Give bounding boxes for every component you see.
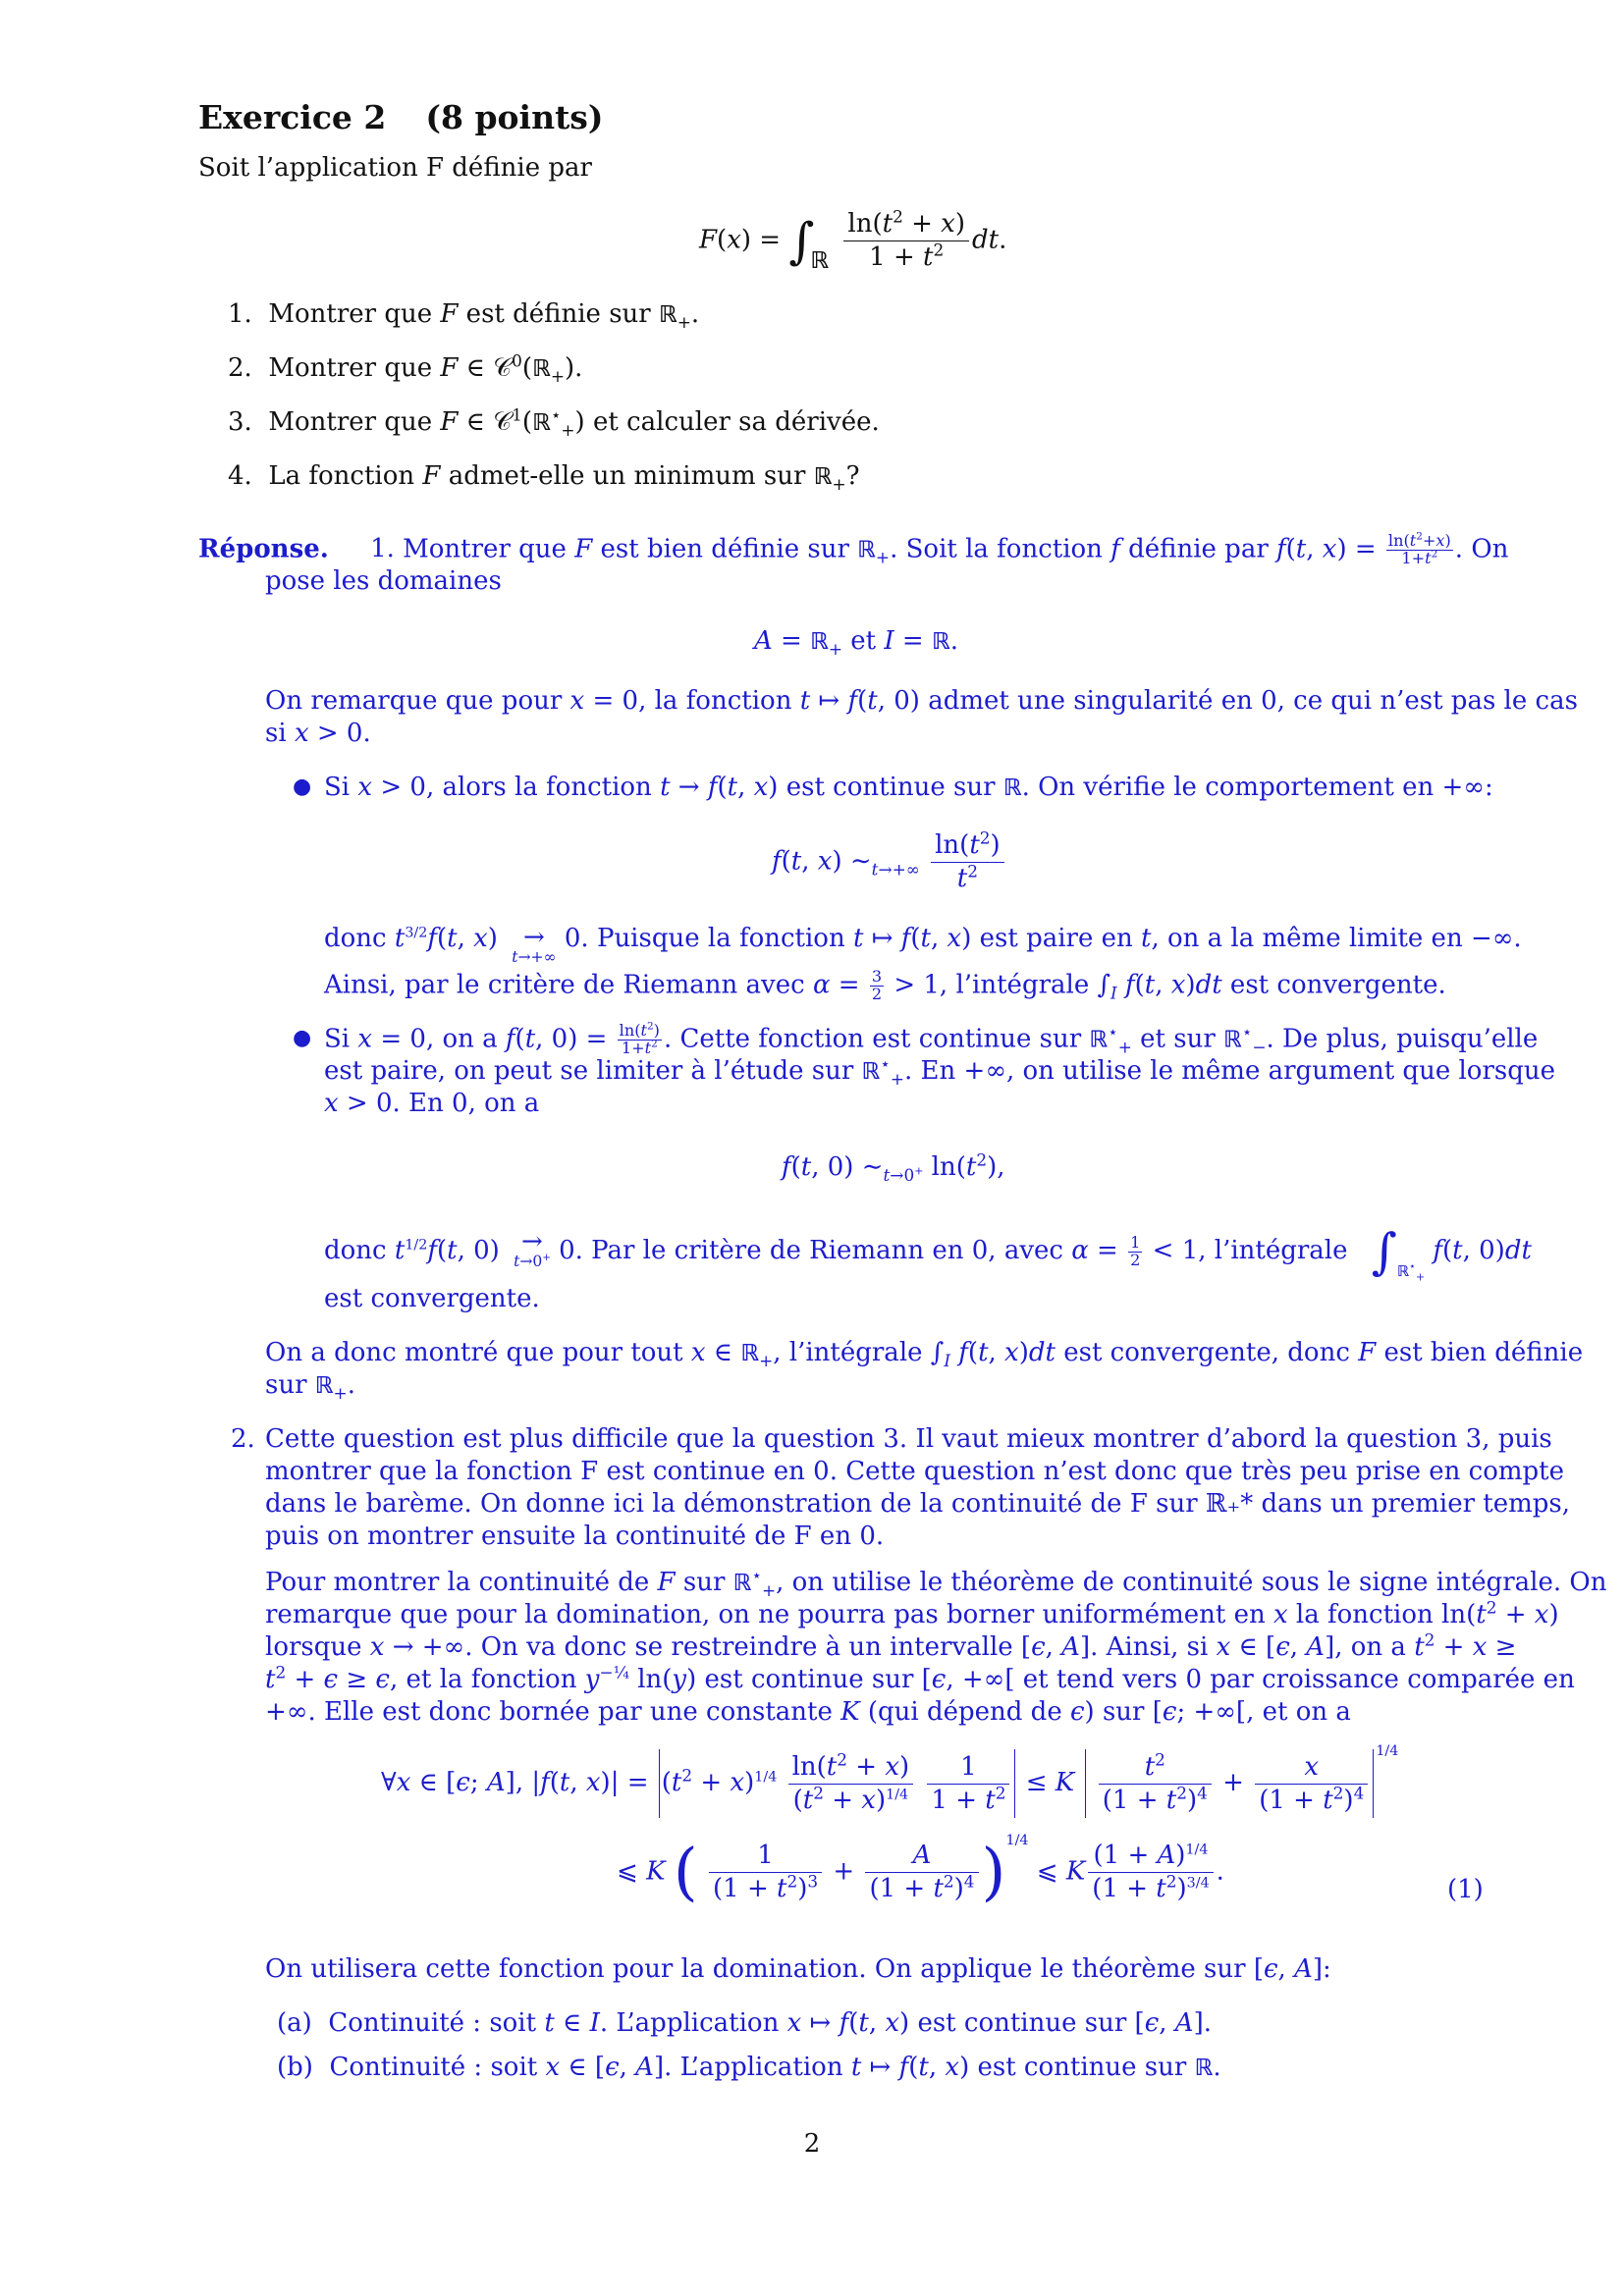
bullet-2-line-1: Si x = 0, on a f(t, 0) = $\frac{\ln(t^2)}{1+t^2}$ . Cette fonction est continue sur ℝ⋆$_+$ et sur ℝ⋆$_-$. De plus, puisqu’elle: [324, 1020, 1539, 1057]
question-1: 1. Montrer que F est définie sur ℝ$_+$.: [228, 299, 700, 333]
part2-para-2-line-5: +∞. Elle est donc bornée par une constante K (qui dépend de ϵ) sur [ϵ; +∞[, et on a: [265, 1697, 1351, 1727]
answer-line-1: Réponse. 1. Montrer que F est bien définie sur ℝ$_+$. Soit la fonction f définie par f(t, x) = $\frac{\ln(t^2+x)}{1+t^2}$ . On: [198, 530, 1509, 567]
bullet-2-line-3: x > 0. En 0, on a: [324, 1089, 540, 1118]
bullet-2-line-2: est paire, on peut se limiter à l’étude sur ℝ⋆$_+$. En +∞, on utilise le même argument que lorsque: [324, 1053, 1555, 1090]
part2-number: 2.: [231, 1424, 255, 1454]
part2-para-2-line-3: lorsque x → +∞. On va donc se restreindre à un intervalle [ϵ, A]. Ainsi, si x ∈ [ϵ, A], on a $t^2 + x$ ≥: [265, 1629, 1517, 1662]
domains-formula: A = ℝ$_+$ et I = ℝ.: [754, 626, 959, 660]
part2-para-1-line-2: montrer que la fonction F est continue en 0. Cette question n’est donc que très peu prise en compte: [265, 1457, 1564, 1486]
part2-para-2-line-1: Pour montrer la continuité de F sur ℝ⋆$_+$, on utilise le théorème de continuité sous le signe intégrale. On: [265, 1565, 1607, 1601]
domination-equation-line-2: ⩽ K ( $\frac{1}{(1 + t^2)^3}$ + $\frac{A}{(1 + t^2)^4}$ )$^{1/4}$ ⩽ K $\frac{(1 + A)^{1/4}}{(1 + t^2)^{3/4}}$ .: [617, 1832, 1224, 1909]
definition-formula: $F(x) = \int_ℝ$ $\frac{\ln(t^2 + x)}{1 + t^2}$ dt.: [699, 206, 1007, 274]
equivalent-formula-2: f(t, 0) $\sim_{t\to 0^+}$ $\ln(t^2)$,: [782, 1149, 1005, 1186]
remark-line-2: si x > 0.: [265, 719, 371, 748]
conclusion-line-2: sur ℝ$_+$.: [265, 1370, 355, 1404]
bullet-2-marker: ●: [293, 1026, 312, 1050]
part2-para-1-line-1: Cette question est plus difficile que la question 3. Il vaut mieux montrer d’abord la question 3, puis: [265, 1424, 1552, 1454]
exercise-title: [198, 98, 604, 136]
part2-para-2-line-2: remarque que pour la domination, on ne pourra pas borner uniformément en x la fonction $\ln(t^2 + x)$: [265, 1597, 1559, 1629]
answer-line-2: pose les domaines: [265, 566, 502, 596]
equation-number: (1): [1447, 1875, 1484, 1904]
remark-line-1: On remarque que pour x = 0, la fonction t ↦ f(t, 0) admet une singularité en 0, ce qui n’est pas le cas: [265, 686, 1578, 716]
exercise-title-text: Exercice 2: [198, 98, 387, 136]
bullet-1-marker: ●: [293, 774, 312, 799]
conclusion-line-1: On a donc montré que pour tout x ∈ ℝ$_+$, l’intégrale $\int_I$ f(t, x)dt est convergente, donc F est bien définie: [265, 1338, 1584, 1371]
bullet-1-line-1: Si x > 0, alors la fonction t → f(t, x) est continue sur ℝ. On vérifie le comportement en +∞:: [324, 773, 1493, 802]
part2-after-equation: On utilisera cette fonction pour la domination. On applique le théorème sur [ϵ, A]:: [265, 1954, 1331, 1984]
question-4: 4. La fonction F admet-elle un minimum sur ℝ$_+$?: [228, 461, 860, 495]
question-2: 2. Montrer que F ∈ 𝒞$^0$(ℝ$_+$).: [228, 350, 583, 387]
bullet-2-line-5: est convergente.: [324, 1284, 540, 1313]
exercise-intro: Soit l’application F définie par: [198, 153, 592, 183]
bullet-1-line-2: donc $t^{3/2}f(t$, x) → t→+∞ 0. Puisque la fonction t ↦ f(t, x) est paire en t, on a la même limite en −∞.: [324, 923, 1522, 966]
part2-para-1-line-4: puis on montrer ensuite la continuité de F en 0.: [265, 1522, 885, 1551]
question-3: 3. Montrer que F ∈ 𝒞$^1$(ℝ⋆$_+$) et calculer sa dérivée.: [228, 404, 880, 441]
bullet-2-line-4: donc $t^{1/2}f(t$, 0) → t→0+ 0. Par le critère de Riemann en 0, avec α = $\frac{1}{2}$ < 1, l’intégrale $\int_{ℝ^⋆_+}$ f(t, 0)dt: [324, 1223, 1532, 1284]
domination-equation-line-1: ∀x ∈ [ϵ; A], |f(t, $x)| = (t^2 + x)^{1/4}$ $\frac{\ln(t^2 + x)}{(t^2 + x)^{1/4}}$ $\frac{1}{1 + t^2}$ ≤ K $\frac{t^2}{(1 + t^2)^4}$ + $\frac{x}{(1 + t^2)^4}$ $^{1/4}$: [381, 1749, 1398, 1818]
part2-item-a: (a) Continuité : soit t ∈ I. L’application x ↦ f(t, x) est continue sur [ϵ, A].: [277, 2008, 1212, 2038]
part2-item-b: (b) Continuité : soit x ∈ [ϵ, A]. L’application t ↦ f(t, x) est continue sur ℝ.: [277, 2053, 1221, 2082]
answer-label: Réponse.: [198, 534, 329, 564]
part2-para-2-line-4: $t^2 + \epsilon \ge \epsilon$, et la fonction $y^{-\frac{1}{4}}$ ln(y) est continue sur [ϵ, +∞[ et tend vers 0 par croissance comparée en: [265, 1662, 1575, 1694]
page-number: 2: [803, 2129, 821, 2159]
equivalent-formula-1: f(t, x) $\sim_{t\to+\infty}$ $\frac{\ln(t^2)}{t^2}$: [772, 829, 1007, 895]
exercise-points: (8 points): [425, 98, 604, 136]
bullet-1-line-3: Ainsi, par le critère de Riemann avec α = $\frac{3}{2}$ > 1, l’intégrale $\int_I$ f(t, x)dt est convergente.: [324, 967, 1446, 1003]
part2-para-1-line-3: dans le barème. On donne ici la démonstration de la continuité de F sur ℝ₊* dans un premier temps,: [265, 1489, 1571, 1519]
